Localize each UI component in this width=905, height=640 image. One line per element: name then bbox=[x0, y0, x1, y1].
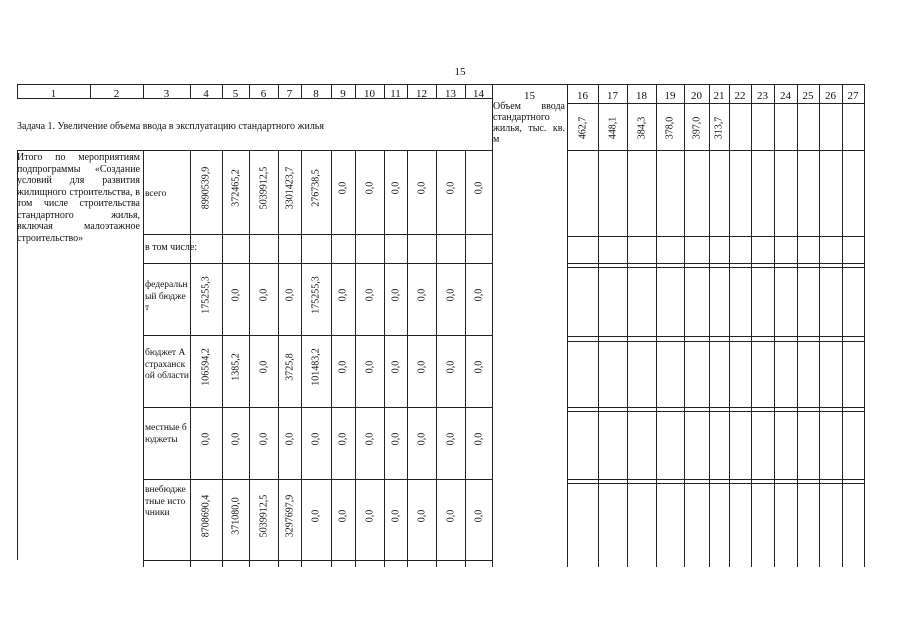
grid-line bbox=[465, 150, 466, 567]
grid-line bbox=[729, 98, 730, 567]
page-number: 15 bbox=[454, 66, 466, 78]
column-header: 6 bbox=[260, 88, 267, 100]
grid-line bbox=[190, 150, 191, 567]
funding-value: 0,0 bbox=[416, 360, 427, 374]
grid-line bbox=[627, 98, 628, 567]
column-header: 15 bbox=[524, 90, 535, 102]
grid-line bbox=[331, 150, 332, 567]
column-header: 26 bbox=[825, 90, 836, 102]
grid-line bbox=[143, 479, 492, 480]
funding-value: 0,0 bbox=[473, 288, 484, 302]
indicator-value: 384,3 bbox=[636, 116, 647, 140]
grid-line bbox=[842, 98, 843, 567]
column-header: 4 bbox=[203, 88, 209, 100]
grid-line bbox=[567, 150, 864, 151]
column-header: 10 bbox=[364, 88, 375, 100]
grid-line bbox=[278, 150, 279, 567]
funding-value: 175255,3 bbox=[310, 276, 322, 314]
funding-value: 5039912,5 bbox=[258, 494, 269, 537]
funding-value: 0,0 bbox=[416, 432, 427, 446]
funding-value: 0,0 bbox=[390, 360, 401, 374]
grid-line bbox=[355, 150, 356, 567]
funding-value: 0,0 bbox=[310, 509, 322, 522]
funding-value: 8990539,9 bbox=[200, 166, 212, 210]
funding-value: 0,0 bbox=[445, 509, 456, 522]
funding-value: 0,0 bbox=[200, 432, 212, 446]
subprogram-text: Итого по мероприятиям подпрограммы «Создание условий для развития жилищного строительства, в том числе строительства стандартного жилья, включая малоэтажное строительство» bbox=[17, 152, 140, 244]
column-header: 20 bbox=[691, 90, 702, 102]
grid-line bbox=[143, 560, 492, 561]
column-header: 13 bbox=[445, 88, 456, 100]
funding-value: 0,0 bbox=[258, 432, 269, 446]
funding-value: 0,0 bbox=[473, 432, 484, 446]
grid-line bbox=[143, 263, 492, 264]
column-header: 21 bbox=[713, 90, 725, 102]
funding-value: 0,0 bbox=[310, 432, 322, 446]
funding-source-label: федеральный бюджет bbox=[145, 280, 188, 313]
column-header: 12 bbox=[416, 88, 427, 100]
grid-line bbox=[567, 411, 864, 412]
funding-value: 0,0 bbox=[337, 432, 349, 446]
funding-value: 0,0 bbox=[258, 288, 269, 302]
funding-value: 0,0 bbox=[473, 509, 484, 522]
grid-line bbox=[384, 150, 385, 567]
grid-line bbox=[797, 98, 798, 567]
funding-value: 0,0 bbox=[390, 509, 401, 522]
indicator-value: 378,0 bbox=[664, 116, 676, 140]
funding-value: 0,0 bbox=[364, 432, 375, 446]
grid-line bbox=[567, 483, 864, 484]
funding-value: 0,0 bbox=[284, 432, 295, 446]
column-header: 19 bbox=[664, 90, 676, 102]
grid-line bbox=[249, 150, 250, 567]
grid-line bbox=[656, 98, 657, 567]
grid-line bbox=[301, 150, 302, 567]
grid-line bbox=[436, 150, 437, 567]
column-header: 25 bbox=[802, 90, 814, 102]
including-label: в том числе: bbox=[145, 242, 198, 253]
grid-line bbox=[222, 150, 223, 567]
funding-value: 0,0 bbox=[390, 432, 401, 446]
funding-value: 371080,0 bbox=[230, 496, 241, 535]
column-header: 16 bbox=[577, 90, 588, 102]
funding-source-label: местные бюджеты bbox=[145, 423, 187, 445]
column-header: 5 bbox=[232, 88, 239, 100]
funding-value: 0,0 bbox=[445, 432, 456, 446]
funding-value: 0,0 bbox=[364, 181, 375, 195]
grid-line bbox=[684, 98, 685, 567]
grid-line bbox=[709, 98, 710, 567]
column-header: 24 bbox=[780, 90, 791, 102]
grid-line bbox=[407, 150, 408, 567]
indicator-value: 313,7 bbox=[713, 116, 725, 140]
column-header: 18 bbox=[636, 90, 647, 102]
grid-line bbox=[17, 150, 492, 151]
funding-value: 0,0 bbox=[416, 509, 427, 522]
funding-value: 0,0 bbox=[258, 360, 269, 374]
funding-value: 0,0 bbox=[416, 288, 427, 302]
indicator-value: 397,0 bbox=[691, 116, 702, 140]
task-title: Задача 1. Увеличение объема ввода в эксплуатацию стандартного жилья bbox=[17, 121, 324, 132]
grid-line bbox=[567, 98, 568, 567]
funding-value: 3301423,7 bbox=[284, 166, 295, 210]
funding-value: 3297697,9 bbox=[284, 494, 295, 537]
column-header: 7 bbox=[286, 88, 293, 100]
column-header: 9 bbox=[340, 88, 346, 100]
funding-value: 0,0 bbox=[445, 288, 456, 302]
column-header: 14 bbox=[473, 88, 484, 100]
funding-value: 5039912,5 bbox=[258, 166, 269, 210]
grid-line bbox=[143, 407, 492, 408]
funding-value: 106594,2 bbox=[200, 348, 212, 386]
funding-value: 0,0 bbox=[445, 181, 456, 195]
funding-value: 0,0 bbox=[284, 288, 295, 302]
funding-value: 0,0 bbox=[337, 288, 349, 302]
funding-value: 101483,2 bbox=[310, 348, 322, 386]
column-header: 22 bbox=[734, 90, 746, 102]
column-header: 2 bbox=[113, 88, 120, 100]
funding-value: 0,0 bbox=[473, 360, 484, 374]
grid-line bbox=[567, 407, 864, 408]
funding-value: 0,0 bbox=[416, 181, 427, 195]
funding-value: 0,0 bbox=[390, 181, 401, 195]
funding-value: 0,0 bbox=[473, 181, 484, 195]
grid-line bbox=[567, 341, 864, 342]
grid-line bbox=[864, 98, 865, 567]
funding-value: 0,0 bbox=[364, 288, 375, 302]
funding-value: 175255,3 bbox=[200, 276, 212, 314]
funding-value: 0,0 bbox=[337, 360, 349, 374]
funding-value: 0,0 bbox=[364, 360, 375, 374]
grid-line bbox=[143, 234, 492, 235]
funding-source-label: бюджет Астраханской области bbox=[145, 348, 189, 381]
funding-value: 3725,8 bbox=[284, 353, 295, 381]
grid-line bbox=[819, 98, 820, 567]
grid-line bbox=[143, 150, 144, 567]
column-header: 1 bbox=[50, 88, 57, 100]
column-header: 3 bbox=[163, 88, 170, 100]
grid-line bbox=[751, 98, 752, 567]
funding-source-label: внебюджетные источники bbox=[145, 485, 186, 518]
column-header: 23 bbox=[757, 90, 768, 102]
column-header: 27 bbox=[847, 90, 859, 102]
funding-value: 0,0 bbox=[445, 360, 456, 374]
indicator-label: Объем ввода стандартного жилья, тыс. кв. м bbox=[493, 101, 565, 145]
funding-value: 0,0 bbox=[337, 509, 349, 522]
grid-line bbox=[567, 479, 864, 480]
column-header: 17 bbox=[607, 90, 618, 102]
funding-value: 0,0 bbox=[230, 432, 241, 446]
funding-value: 0,0 bbox=[364, 509, 375, 522]
grid-line bbox=[567, 236, 864, 237]
column-header: 8 bbox=[313, 88, 319, 100]
funding-value: 372465,2 bbox=[230, 169, 241, 207]
grid-line bbox=[143, 335, 492, 336]
grid-line bbox=[774, 98, 775, 567]
funding-source-label: всего bbox=[145, 189, 167, 199]
grid-line bbox=[598, 98, 599, 567]
grid-line bbox=[567, 267, 864, 268]
funding-value: 0,0 bbox=[230, 288, 241, 302]
funding-value: 276738,5 bbox=[310, 169, 322, 207]
indicator-value: 448,1 bbox=[607, 116, 618, 140]
funding-value: 8708690,4 bbox=[200, 494, 212, 537]
column-header: 11 bbox=[390, 88, 401, 100]
grid-line bbox=[567, 263, 864, 264]
grid-line bbox=[17, 84, 864, 85]
funding-value: 0,0 bbox=[337, 181, 349, 195]
indicator-value: 462,7 bbox=[577, 116, 588, 140]
grid-line bbox=[492, 150, 493, 567]
funding-value: 0,0 bbox=[390, 288, 401, 302]
funding-value: 1385,2 bbox=[230, 353, 241, 381]
grid-line bbox=[567, 336, 864, 337]
